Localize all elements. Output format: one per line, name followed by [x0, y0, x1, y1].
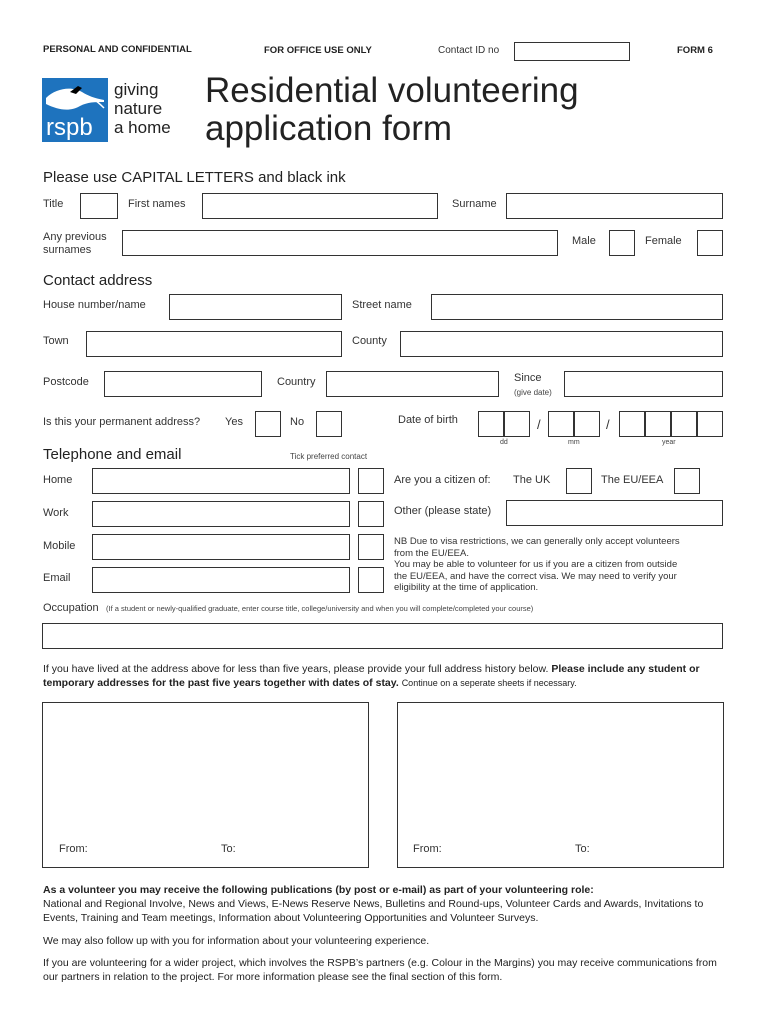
- other-citizen-label: Other (please state): [394, 505, 492, 517]
- female-checkbox[interactable]: [697, 230, 723, 256]
- dob-label: Date of birth: [398, 414, 458, 426]
- dob-dd-hint: dd: [500, 439, 508, 446]
- yes-label: Yes: [225, 416, 243, 428]
- title-line-2: application form: [205, 109, 453, 148]
- dob-slash-2: /: [606, 417, 610, 432]
- mobile-label: Mobile: [43, 540, 76, 552]
- from-label-2: From:: [413, 843, 442, 855]
- occupation-field[interactable]: [42, 623, 723, 649]
- logo-line-1: giving: [114, 80, 159, 99]
- first-names-field[interactable]: [202, 193, 438, 219]
- page-title: [205, 72, 579, 148]
- previous-surnames-field[interactable]: [122, 230, 558, 256]
- home-phone-label: Home: [43, 474, 73, 486]
- uk-label: The UK: [513, 474, 551, 486]
- work-phone-label: Work: [43, 507, 69, 519]
- dob-day-1[interactable]: [478, 411, 504, 437]
- tick-preferred-note: Tick preferred contact: [290, 452, 368, 461]
- visa-note-line-1: NB Due to visa restrictions, we can generally only accept volunteers: [394, 536, 680, 547]
- logo-tagline: [114, 80, 171, 137]
- rspb-logo: [42, 78, 108, 142]
- visa-note-line-4: the EU/EEA, and have the correct visa. We may need to verify your: [394, 570, 677, 582]
- county-field[interactable]: [400, 331, 723, 357]
- visa-note-line-2: from the EU/EEA.: [394, 547, 469, 559]
- surname-field[interactable]: [506, 193, 723, 219]
- dob-month-1[interactable]: [548, 411, 574, 437]
- home-preferred-checkbox[interactable]: [358, 468, 384, 494]
- dob-year-hint: year: [662, 439, 676, 446]
- telephone-heading: Telephone and email: [43, 446, 182, 463]
- visa-note-line-5: eligibility at the time of application.: [394, 582, 539, 594]
- dob-year-2[interactable]: [645, 411, 671, 437]
- house-field[interactable]: [169, 294, 342, 320]
- town-field[interactable]: [86, 331, 342, 357]
- contact-id-label: Contact ID no: [438, 45, 500, 56]
- street-label: Street name: [352, 299, 412, 311]
- permanent-yes-checkbox[interactable]: [255, 411, 281, 437]
- email-field[interactable]: [92, 567, 350, 593]
- permanent-no-checkbox[interactable]: [316, 411, 342, 437]
- street-field[interactable]: [431, 294, 723, 320]
- history-bold-text: Please include any student or temporary addresses for the past five years together with dates of stay.: [43, 663, 700, 689]
- postcode-field[interactable]: [104, 371, 262, 397]
- email-label: Email: [43, 572, 71, 584]
- surname-label: Surname: [452, 198, 497, 210]
- logo-line-3: a home: [114, 118, 171, 137]
- dob-mm-hint: mm: [568, 439, 580, 446]
- to-label-1: To:: [221, 843, 236, 855]
- mobile-field[interactable]: [92, 534, 350, 560]
- county-label: County: [352, 335, 387, 347]
- title-field[interactable]: [80, 193, 118, 219]
- dob-month-2[interactable]: [574, 411, 600, 437]
- dob-day-2[interactable]: [504, 411, 530, 437]
- male-label: Male: [572, 235, 596, 247]
- email-preferred-checkbox[interactable]: [358, 567, 384, 593]
- other-citizen-field[interactable]: [506, 500, 723, 526]
- publications-list: National and Regional Involve, News and Views, E-News Reserve News, Bulletins and Round-ups, Volunteer Cards and Awards, Invitations to Events, Training and Team meetings, Information about Volunteering Opportunities and Volunteer Surveys.: [43, 898, 704, 924]
- logo-brand: rspb: [46, 114, 93, 141]
- instruction-text: Please use CAPITAL LETTERS and black ink: [43, 169, 346, 186]
- home-phone-field[interactable]: [92, 468, 350, 494]
- dob-slash-1: /: [537, 417, 541, 432]
- title-line-1: Residential volunteering: [205, 71, 579, 110]
- since-label: Since: [514, 372, 542, 384]
- visa-note: [394, 536, 724, 594]
- dob-year-3[interactable]: [671, 411, 697, 437]
- visa-note-line-3: You may be able to volunteer for us if you are a citizen from outside: [394, 559, 678, 571]
- country-label: Country: [277, 376, 316, 388]
- uk-checkbox[interactable]: [566, 468, 592, 494]
- dob-year-1[interactable]: [619, 411, 645, 437]
- contact-address-heading: Contact address: [43, 272, 153, 289]
- title-label: Title: [43, 198, 64, 210]
- address-history-text: [43, 662, 733, 690]
- since-hint: (give date): [514, 388, 552, 397]
- eu-checkbox[interactable]: [674, 468, 700, 494]
- dob-year-4[interactable]: [697, 411, 723, 437]
- to-label-2: To:: [575, 843, 590, 855]
- logo-line-2: nature: [114, 99, 163, 118]
- confidential-label: PERSONAL AND CONFIDENTIAL: [43, 44, 192, 55]
- previous-label-line-2: surnames: [43, 244, 92, 256]
- citizen-label: Are you a citizen of:: [394, 474, 491, 486]
- publications-heading: As a volunteer you may receive the following publications (by post or e-mail) as part of your volunteering role:: [43, 884, 594, 896]
- house-label: House number/name: [43, 299, 146, 311]
- work-preferred-checkbox[interactable]: [358, 501, 384, 527]
- partners-text: If you are volunteering for a wider project, which involves the RSPB’s partners (e.g. Colour in the Margins) you may receive communications from our partners in relation to the project. For more information please see the final section of this form.: [43, 957, 717, 983]
- previous-label-line-1: Any previous: [43, 231, 107, 243]
- mobile-preferred-checkbox[interactable]: [358, 534, 384, 560]
- occupation-hint: (If a student or newly-qualified graduate, enter course title, college/university and when you will complete/completed your course): [106, 604, 534, 613]
- work-phone-field[interactable]: [92, 501, 350, 527]
- first-names-label: First names: [128, 198, 186, 210]
- follow-up-text: We may also follow up with you for information about your volunteering experience.: [43, 935, 430, 947]
- contact-id-field[interactable]: [514, 42, 630, 61]
- address-history-box-1[interactable]: [42, 702, 369, 868]
- history-small-text: Continue on a seperate sheets if necessary.: [401, 678, 577, 688]
- female-label: Female: [645, 235, 682, 247]
- eu-label: The EU/EEA: [601, 474, 664, 486]
- male-checkbox[interactable]: [609, 230, 635, 256]
- postcode-label: Postcode: [43, 376, 89, 388]
- history-text: If you have lived at the address above for less than five years, please provide your full address history below.: [43, 663, 549, 675]
- previous-surnames-label: [43, 231, 107, 257]
- town-label: Town: [43, 335, 69, 347]
- country-field[interactable]: [326, 371, 499, 397]
- occupation-label: Occupation: [43, 602, 99, 614]
- form-number: FORM 6: [677, 45, 713, 56]
- permanent-address-label: Is this your permanent address?: [43, 416, 201, 428]
- no-label: No: [290, 416, 305, 428]
- office-use-label: FOR OFFICE USE ONLY: [264, 45, 372, 56]
- since-field[interactable]: [564, 371, 723, 397]
- from-label-1: From:: [59, 843, 88, 855]
- address-history-box-2[interactable]: [397, 702, 724, 868]
